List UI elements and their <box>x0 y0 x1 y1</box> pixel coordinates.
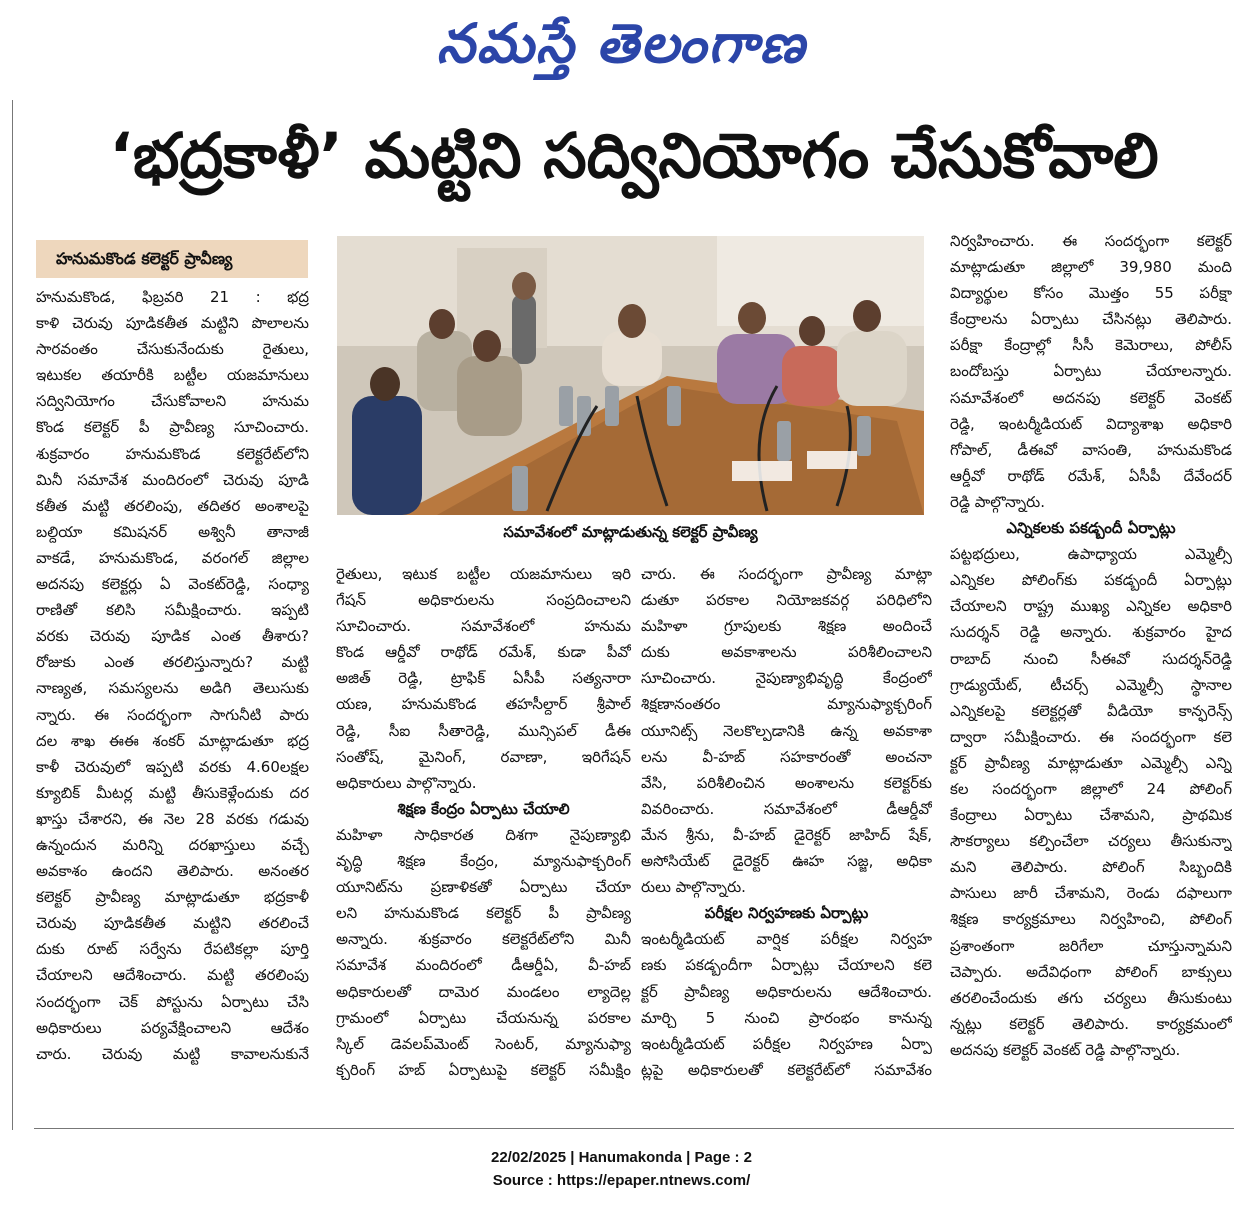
text-line: ఇటుకల తయారీకి బట్టీల యజమానులు <box>36 366 309 385</box>
text-line: మహిళా సాధికారత దిశగా నైపుణ్యాభి <box>336 825 631 844</box>
headline-left-rule <box>12 100 13 1130</box>
text-line: మహిళా గ్రూపులకు శిక్షణ అందించే <box>641 617 932 636</box>
text-line: యణ, హనుమకొండ తహసీల్దార్ శ్రీపాల్ <box>336 695 631 714</box>
meeting-photo-image <box>337 236 924 515</box>
text-line: క్యూబిక్ మీటర్ల మట్టి తీసుకెళ్లేందుకు దర <box>36 783 309 802</box>
text-line: ఇంటర్మీడియట్ పరీక్షల నిర్వహణ ఏర్పా <box>641 1034 932 1053</box>
text-line: కేంద్రాలను ఏర్పాటు చేసినట్లు తెలిపారు. <box>950 310 1232 329</box>
text-line: రెడ్డి, సీఐ సీతారెడ్డి, మున్సిపల్ డీఈ <box>336 721 631 740</box>
text-line: ఉన్నందున మరిన్ని దరఖాస్తులు వచ్చే <box>36 835 309 854</box>
text-line: ఎన్నికలపై కలెక్టర్లతో వీడియో కాన్ఫరెన్స్ <box>950 701 1232 720</box>
text-line: చెరువు పూడికతీత మట్టిని తరలించే <box>36 914 309 933</box>
text-line: కల సందర్భంగా జిల్లాలో 24 పోలింగ్ <box>950 779 1232 798</box>
text-line: కతీత మట్టి తరలింపు, తదితర అంశాలపై <box>36 496 309 515</box>
text-line: క్టర్ ప్రావీణ్య అధికారులను ఆదేశించారు. <box>641 982 932 1001</box>
text-line: హనుమకొండ, ఫిబ్రవరి 21 : భద్ర <box>36 288 309 306</box>
text-line: సౌకర్యాలు కల్పించేలా చర్యలు తీసుకున్నా <box>950 832 1232 851</box>
text-line: అధికారులు పాల్గొన్నారు. <box>336 773 477 792</box>
photo-caption: సమావేశంలో మాట్లాడుతున్న కలెక్టర్ ప్రావీణ్య <box>503 523 758 541</box>
masthead <box>0 2 1243 86</box>
text-line: రెడ్డి, ఇంటర్మీడియట్ విద్యాశాఖ అధికారి <box>950 414 1232 433</box>
text-line: వాకడే, హనుమకొండ, వరంగల్ జిల్లాల <box>36 548 309 567</box>
text-line: మాట్లాడుతూ జిల్లాలో 39,980 మంది <box>950 258 1232 277</box>
text-line: అధికారులు పర్యవేక్షించాలని ఆదేశం <box>36 1018 309 1037</box>
text-line: గ్రాడ్యుయేట్, టీచర్స్ ఎమ్మెల్సీ స్థానాల <box>950 675 1232 694</box>
article-column-2 <box>336 561 631 1083</box>
text-line: నాణ్యత, సమస్యలను అడిగి తెలుసుకు <box>36 679 309 698</box>
text-line: క్చరింగ్ హబ్ ఏర్పాటుపై కలెక్టర్ సమీక్షిం <box>336 1060 631 1079</box>
text-line: సమావేశ మందిరంలో డీఆర్డీఏ, వీ-హబ్ <box>336 956 631 975</box>
text-line: సమావేశంలో అదనపు కలెక్టర్ వెంకట్ <box>950 388 1232 407</box>
section-subhead: పరీక్షల నిర్వహణకు ఏర్పాట్లు <box>704 904 869 923</box>
text-line: తరలించేందుకు తగు చర్యలు తీసుకుంటు <box>950 988 1232 1007</box>
text-line: అధికారులతో దామెర మండలం ల్యాదెల్ల <box>336 982 631 1001</box>
text-line: అదనపు కలెక్టర్ వెంకట్ రెడ్డి పాల్గొన్నారు. <box>950 1040 1181 1059</box>
text-line: క్టర్ ప్రావీణ్య మాట్లాడుతూ ఎమ్మెల్సీ ఎన్ని <box>950 753 1232 772</box>
text-line: కేంద్రాలు ఏర్పాటు చేశామని, ప్రాథమిక <box>950 806 1232 825</box>
text-line: ప్రశాంతంగా జరిగేలా చూస్తున్నామని <box>950 936 1232 955</box>
text-line: రెడ్డి పాల్గొన్నారు. <box>950 492 1046 511</box>
text-line: పాసులు జారీ చేశామని, రెండు దఫాలుగా <box>950 884 1232 903</box>
article-column-3 <box>641 561 932 1083</box>
text-line: రాణితో కలిసి సమీక్షించారు. ఇప్పటి <box>36 601 309 620</box>
text-line: న్నారు. ఈ సందర్భంగా సాగునీటి పారు <box>36 705 309 724</box>
text-line: శిక్షణ కార్యక్రమాలు నిర్వహించి, పోలింగ్ <box>950 910 1232 929</box>
page-source: Source : https://epaper.ntnews.com/ <box>492 1172 751 1189</box>
article-column-1 <box>36 284 309 1067</box>
text-line: వృద్ధి శిక్షణ కేంద్రం, మ్యానుఫాక్చరింగ్ <box>336 852 631 871</box>
text-line: లను వీ-హబ్ సహకారంతో అంచనా <box>641 747 932 766</box>
text-line: రోజుకు ఎంత తరలిస్తున్నారు? మట్టి <box>36 653 309 672</box>
text-line: నిర్వహించారు. ఈ సందర్భంగా కలెక్టర్ <box>950 232 1232 250</box>
text-line: చేయాలని ఆదేశించారు. మట్టి తరలింపు <box>36 966 309 985</box>
text-line: వేసి, పరిశీలించిన అంశాలను కలెక్టర్‌కు <box>641 773 932 792</box>
text-line: కలెక్టర్ ప్రావీణ్య మాట్లాడుతూ భద్రకాళీ <box>36 888 309 907</box>
text-line: అజిత్ రెడ్డి, ట్రాఫిక్ ఏసీపీ సత్యనారా <box>336 669 631 688</box>
text-line: పట్టభద్రులు, ఉపాధ్యాయ ఎమ్మెల్సీ <box>950 545 1232 564</box>
text-line: స్కిల్ డెవలప్‌మెంట్ సెంటర్, మ్యానుఫ్యా <box>336 1034 631 1053</box>
text-line: ణకు పకడ్బందీగా ఏర్పాట్లు చేయాలని కలె <box>641 956 932 975</box>
text-line: డుతూ పరకాల నియోజకవర్గ పరిధిలోని <box>641 591 932 610</box>
text-line: మార్చి 5 నుంచి ప్రారంభం కానున్న <box>641 1008 932 1027</box>
text-line: యూనిట్‌ను ప్రణాళికతో ఏర్పాటు చేయా <box>336 878 631 897</box>
article-column-4 <box>950 228 1232 1063</box>
text-line: మినీ సమావేశ మందిరంలో చెరువు పూడి <box>36 470 309 489</box>
text-line: శుక్రవారం హనుమకొండ కలెక్టరేట్‌లోని <box>36 444 309 463</box>
text-line: అవకాశం ఉందని తెలిపారు. అనంతర <box>36 862 309 881</box>
text-line: ఎన్నికల పోలింగ్‌కు పకడ్బందీ ఏర్పాట్లు <box>950 571 1232 590</box>
text-line: కాళి చెరువు పూడికతీత మట్టిని పొలాలను <box>36 314 309 333</box>
text-line: దుకు అవకాశాలను పరిశీలించాలని <box>641 643 932 662</box>
text-line: శిక్షణానంతరం మ్యానుఫ్యాక్చరింగ్ <box>641 695 932 714</box>
text-line: చారు. చెరువు మట్టి కావాలనుకునే <box>36 1044 309 1063</box>
text-line: పరీక్షా కేంద్రాల్లో సీసీ కెమెరాలు, పోలీస్ <box>950 336 1232 355</box>
meeting-photo <box>337 236 924 515</box>
text-line: సూచించారు. నైపుణ్యాభివృద్ధి కేంద్రంలో <box>641 669 932 688</box>
text-line: వరకు చెరువు పూడిక ఎంత తీశారు? <box>36 627 309 646</box>
text-line: ఇంటర్మీడియట్ వార్షిక పరీక్షల నిర్వహ <box>641 930 932 949</box>
text-line: ఖాస్తు చేశారని, ఈ నెల 28 వరకు గడువు <box>36 809 309 828</box>
text-line: విద్యార్థుల కోసం మొత్తం 55 పరీక్షా <box>950 284 1232 303</box>
text-line: గోపాల్, డీఈవో వాసంతి, హనుమకొండ <box>950 440 1232 459</box>
text-line: దుకు రూట్ సర్వేను రేపటికల్లా పూర్తి <box>36 940 309 959</box>
text-line: అసోసియేట్ డైరెక్టర్ ఊహ సజ్జ, అధికా <box>641 852 932 871</box>
text-line: సందర్భంగా చెక్ పోస్టును ఏర్పాటు చేసి <box>36 992 309 1011</box>
byline: హనుమకొండ కలెక్టర్ ప్రావీణ్య <box>56 249 233 268</box>
text-line: లని హనుమకొండ కలెక్టర్ పీ ప్రావీణ్య <box>336 904 631 923</box>
text-line: చారు. ఈ సందర్భంగా ప్రావీణ్య మాట్లా <box>641 565 932 583</box>
text-line: సుదర్శన్ రెడ్డి అన్నారు. శుక్రవారం హైద <box>950 623 1232 642</box>
text-line: గేషన్ అధికారులను సంప్రదించాలని <box>336 591 631 610</box>
text-line: కొండ ఆర్డీవో రాథోడ్ రమేశ్, కుడా పీవో <box>336 643 631 662</box>
text-line: రైతులు, ఇటుక బట్టీల యజమానులు ఇరి <box>336 565 631 583</box>
text-line: సంతోష్, మైనింగ్, రవాణా, ఇరిగేషన్ <box>336 747 631 766</box>
text-line: సద్వినియోగం చేసుకోవాలని హనుమ <box>36 392 309 411</box>
text-line: న్నట్లు కలెక్టర్ తెలిపారు. కార్యక్రమంలో <box>950 1014 1232 1033</box>
text-line: కొండ కలెక్టర్ పీ ప్రావీణ్య సూచించారు. <box>36 418 309 437</box>
text-line: గ్రామంలో ఏర్పాటు చేయనున్న పరకాల <box>336 1008 631 1027</box>
text-line: సారవంతం చేసుకునేందుకు రైతులు, <box>36 340 309 359</box>
text-line: సూచించారు. సమావేశంలో హనుమ <box>336 617 631 636</box>
text-line: రాబాద్ నుంచి సీఈవో సుదర్శన్‌రెడ్డి <box>950 649 1232 668</box>
byline-box <box>36 240 308 278</box>
text-line: చేయాలని రాష్ట్ర ముఖ్య ఎన్నికల అధికారి <box>950 597 1232 616</box>
text-line: ఆర్డీవో రాథోడ్ రమేశ్, ఏసీపీ దేవేందర్ <box>950 466 1232 485</box>
text-line: చెప్పారు. అదేవిధంగా పోలింగ్ బాక్సులు <box>950 962 1232 981</box>
section-subhead: శిక్షణ కేంద్రం ఏర్పాటు చేయాలి <box>397 799 570 818</box>
text-line: మని తెలిపారు. పోలింగ్ సిబ్బందికి <box>950 858 1232 877</box>
newspaper-title: నమస్తే తెలంగాణ <box>436 12 807 75</box>
text-line: బల్దియా కమిషనర్ అశ్వినీ తానాజీ <box>36 522 309 541</box>
text-line: కాళీ చెరువులో ఇప్పటి వరకు 4.60లక్షల <box>36 757 309 776</box>
headline: ‘భద్రకాళీ’ మట్టిని సద్వినియోగం చేసుకోవాలి <box>109 119 1159 192</box>
text-line: వివరించారు. సమావేశంలో డీఆర్డీవో <box>641 799 932 818</box>
bottom-rule <box>34 1128 1234 1129</box>
section-subhead: ఎన్నికలకు పకడ్బందీ ఏర్పాట్లు <box>1006 519 1176 538</box>
page-dateline: 22/02/2025 | Hanumakonda | Page : 2 <box>490 1149 752 1166</box>
text-line: రులు పాల్గొన్నారు. <box>641 878 746 897</box>
text-line: మేన శ్రీను, వీ-హబ్ డైరెక్టర్ జాహిద్ షేక్, <box>641 825 932 844</box>
text-line: యూనిట్స్ నెలకొల్పడానికి ఉన్న అవకాశా <box>641 721 932 740</box>
text-line: బందోబస్తు ఏర్పాటు చేయాలన్నారు. <box>950 362 1232 381</box>
text-line: దల శాఖ ఈఈ శంకర్ మాట్లాడుతూ భద్ర <box>36 731 309 750</box>
text-line: ద్వారా సమీక్షించారు. ఈ సందర్భంగా కలె <box>950 727 1232 746</box>
text-line: ట్లపై అధికారులతో కలెక్టరేట్‌లో సమావేశం <box>641 1060 932 1079</box>
text-line: అదనపు కలెక్టర్లు ఏ వెంకట్‌రెడ్డి, సంధ్యా <box>36 575 309 594</box>
text-line: అన్నారు. శుక్రవారం కలెక్టరేట్‌లోని మినీ <box>336 930 631 949</box>
